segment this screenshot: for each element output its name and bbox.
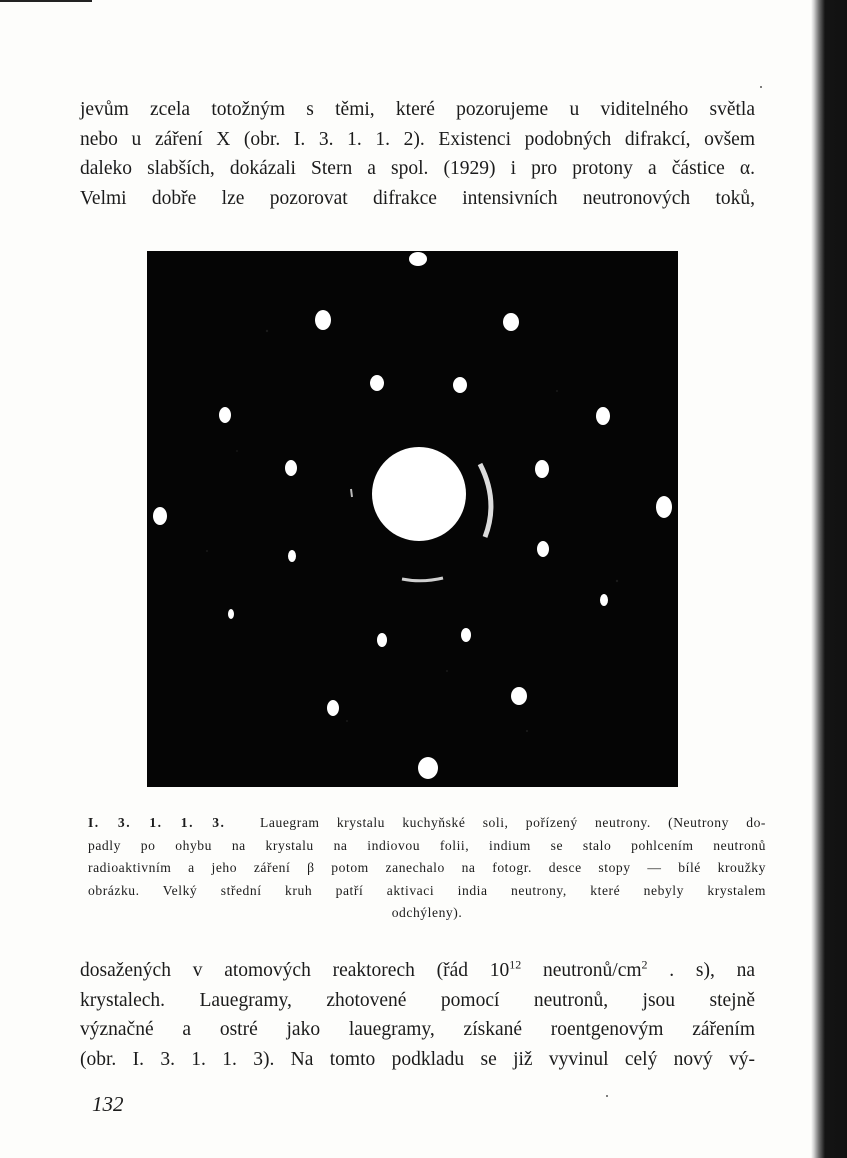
central-rim-left [351,489,352,497]
page-number: 132 [92,1092,124,1116]
diffraction-spot [327,700,339,716]
lauegram-photograph [147,251,678,787]
caption-line: radioaktivním a jeho záření β potom zanechalo na fotogr. desce stopy — bílé kroužky [88,860,766,876]
paper-speck [606,1095,608,1097]
text-fragment: dosažených v atomových reaktorech (řád 10 [80,960,510,981]
text-line: (obr. I. 3. 1. 1. 3). Na tomto podkladu se již vyvinul celý nový vý- [80,1048,755,1070]
text-line: daleko slabších, dokázali Stern a spol. (1929) i pro protony a částice α. [80,158,755,179]
diffraction-spot [377,633,387,647]
superscript-exponent: 2 [641,957,648,972]
diffraction-spot [409,252,427,266]
figure-caption [88,812,766,925]
diffraction-spot [370,375,384,391]
text-line: nebo u záření X (obr. I. 3. 1. 1. 2). Existenci podobných difrakcí, ovšem [80,128,755,150]
diffraction-spot [228,609,234,619]
lauegram-image [147,251,678,787]
diffraction-spot [600,594,608,606]
diffraction-spot [315,310,331,330]
diffraction-spot [418,757,438,779]
paragraph-top [80,95,755,213]
diffraction-spot [153,507,167,525]
diffraction-spot [288,550,296,562]
top-edge-rule [0,0,92,2]
paper-speck [760,86,762,88]
caption-line: obrázku. Velký střední kruh patří aktivaci india neutrony, které nebyly krystalem [88,882,766,898]
caption-line [88,812,766,835]
diffraction-spot [656,496,672,518]
text-line: krystalech. Lauegramy, zhotovené pomocí neutronů, jsou stejně [80,989,755,1011]
text-fragment: . s), na [647,960,755,981]
superscript-exponent: 12 [509,957,522,972]
caption-text: Lauegram krystalu kuchyňské soli, pořízený neutrony. (Neutrony do- [260,815,766,830]
diffraction-spot [461,628,471,642]
caption-line: odchýleny). [391,905,463,921]
diffraction-spot [219,407,231,423]
diffraction-spot [511,687,527,705]
diffraction-spot [596,407,610,425]
text-line [80,956,755,986]
central-activation-circle [372,447,466,541]
text-fragment: neutronů/cm [521,960,642,981]
page-binding-shadow [811,0,847,1158]
diffraction-spot [453,377,467,393]
text-line: Velmi dobře lze pozorovat difrakce intensivních neutronových toků, [80,187,755,209]
diffraction-spot [535,460,549,478]
caption-line: padly po ohybu na krystalu na indiovou folii, indium se stalo pohlcením neutronů [88,837,766,853]
text-line: význačné a ostré jako lauegramy, získané roentgenovým zářením [80,1019,755,1040]
paragraph-bottom [80,956,755,1074]
diffraction-spot [503,313,519,331]
diffraction-spot [537,541,549,557]
figure-number-label: I. 3. 1. 1. 3. [88,815,226,830]
diffraction-spot [285,460,297,476]
text-line: jevům zcela totožným s těmi, které pozorujeme u viditelného světla [80,99,755,120]
